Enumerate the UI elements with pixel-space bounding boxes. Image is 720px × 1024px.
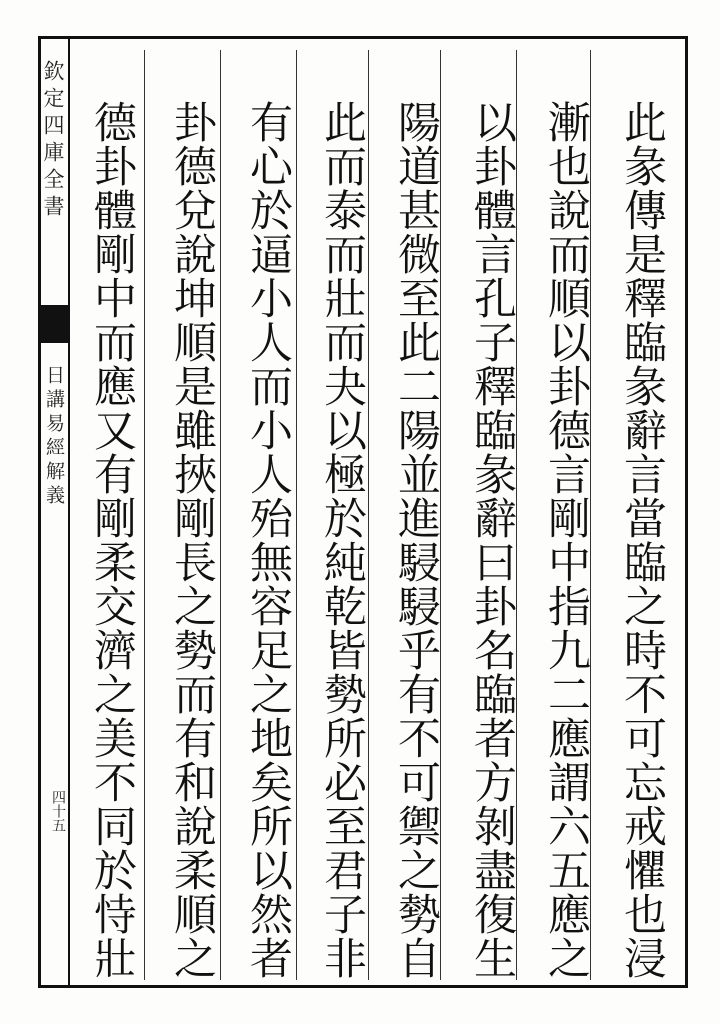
text-column-8: 德卦體剛中而應又有剛柔交濟之美不同於恃壯 (87, 100, 137, 980)
margin-fishtail-mark (40, 305, 70, 343)
text-column-2: 漸也說而順以卦德言剛中指九二應謂六五應之 (541, 100, 591, 980)
text-column-6: 有心於逼小人而小人殆無容足之地矣所以然者 (243, 100, 293, 980)
text-column-5: 此而泰而壯而夬以極於純乾皆勢所必至君子非 (317, 100, 367, 980)
margin-title: 欽定四庫全書 (41, 60, 65, 222)
column-rule (144, 50, 145, 980)
text-column-4: 陽道甚微至此二陽並進駸駸乎有不可禦之勢自 (391, 100, 441, 980)
text-column-7: 卦德兌說坤順是雖挾剛長之勢而有和說柔順之 (167, 100, 217, 980)
margin-subtitle: 日講易經解義 (43, 365, 65, 509)
text-column-3: 以卦體言孔子釋臨彖辭曰卦名臨者方剝盡復生 (467, 100, 517, 980)
page-number: 四十五 (50, 790, 66, 832)
text-column-1: 此彖傳是釋臨彖辭言當臨之時不可忘戒懼也浸 (617, 100, 667, 980)
